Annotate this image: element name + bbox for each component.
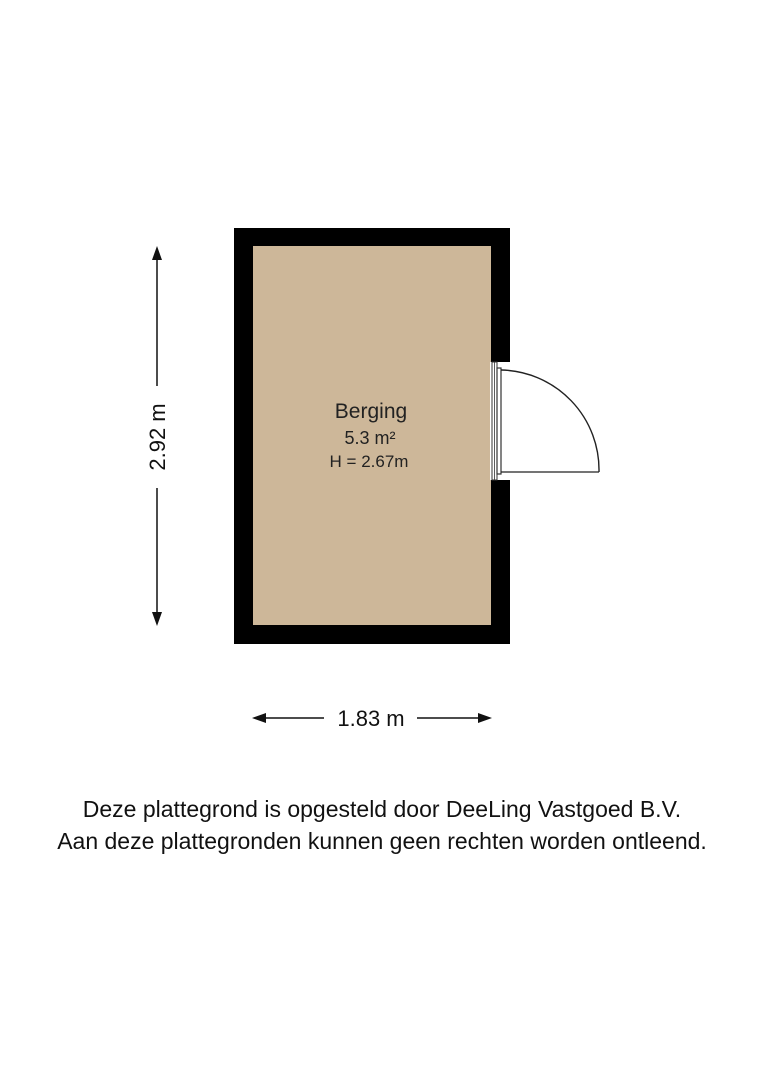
disclaimer-line-1: Deze plattegrond is opgesteld door DeeLing Vastgoed B.V. [82, 796, 682, 822]
room-height: H = 2.67m [329, 452, 409, 471]
room-name: Berging [334, 400, 408, 423]
width-label: 1.83 m [337, 706, 405, 731]
dimension-arrow-icon [252, 713, 266, 723]
dimension-arrow-icon [152, 246, 162, 260]
dimension-arrow-icon [478, 713, 492, 723]
room-area: 5.3 m² [344, 428, 396, 448]
depth-dimension [145, 246, 170, 626]
disclaimer-line-2: Aan deze plattegronden kunnen geen rechten worden ontleend. [57, 828, 707, 854]
dimension-arrow-icon [152, 612, 162, 626]
width-dimension [252, 706, 492, 731]
depth-label: 2.92 m [145, 403, 170, 471]
